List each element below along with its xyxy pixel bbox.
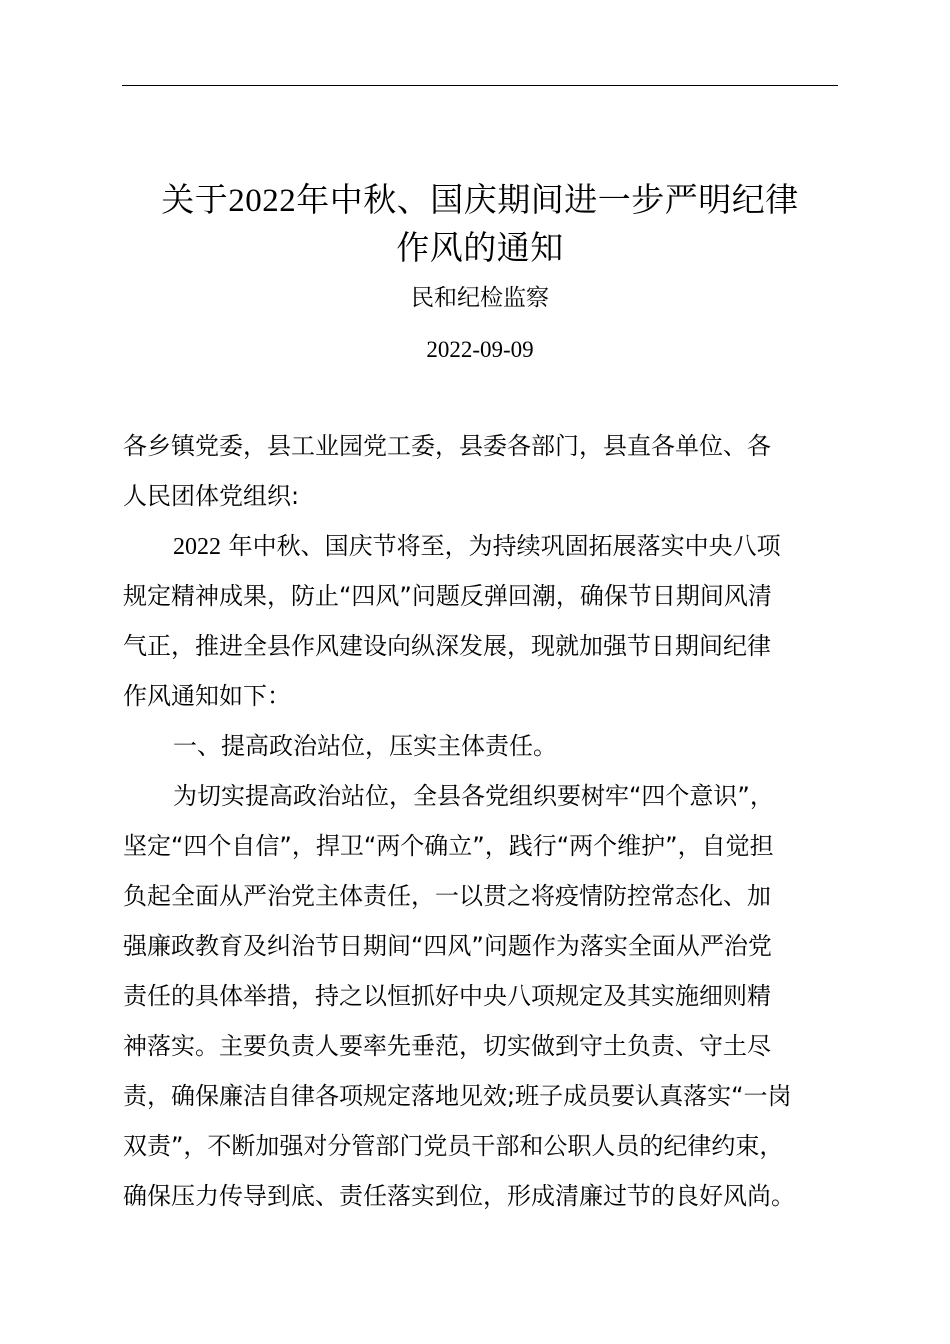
section-heading: 一、提高政治站位，压实主体责任。 [173,732,557,760]
body-line: 确保压力传导到底、责任落实到位，形成清廉过节的良好风尚。 [123,1182,795,1210]
body-line: 为切实提高政治站位，全县各党组织要树牢“四个意识”， [173,782,774,810]
header-rule [122,85,838,86]
body-line: 责任的具体举措，持之以恒抓好中央八项规定及其实施细则精 [123,982,771,1010]
body-year: 2022 [173,534,221,560]
body-line: 人民团体党组织: [123,482,300,510]
body-line: 强廉政教育及纠治节日期间“四风”问题作为落实全面从严治党 [123,932,772,960]
document-date: 2022-09-09 [426,337,534,362]
body-line: 负起全面从严治党主体责任，一以贯之将疫情防控常态化、加 [123,882,771,910]
body-line: 各乡镇党委，县工业园党工委，县委各部门，县直各单位、各 [123,432,771,460]
body-line: 气正，推进全县作风建设向纵深发展，现就加强节日期间纪律 [123,632,771,660]
title-suffix: 年中秋、国庆期间进一步严明纪律 [296,180,799,219]
document-title-line-1 [100,176,860,225]
document-source: 民和纪检监察 [411,285,549,311]
body-line: 坚定“四个自信”，捍卫“两个确立”，践行“两个维护”，自觉担 [123,832,774,860]
body-line: 规定精神成果，防止“四风”问题反弹回潮，确保节日期间风清 [123,582,772,610]
body-line: 神落实。主要负责人要率先垂范，切实做到守土负责、守土尽 [123,1032,771,1060]
body-line: 双责”，不断加强对分管部门党员干部和公职人员的纪律约束， [123,1132,784,1160]
title-prefix: 关于 [161,180,229,219]
document-title-line-2: 作风的通知 [396,228,564,267]
body-line-rest: 年中秋、国庆节将至，为持续巩固拓展落实中央八项 [221,532,781,560]
body-line: 作风通知如下： [123,682,291,710]
body-line [173,530,781,563]
body-line: 责，确保廉洁自律各项规定落地见效;班子成员要认真落实“一岗 [123,1082,792,1110]
title-year: 2022 [228,183,297,219]
